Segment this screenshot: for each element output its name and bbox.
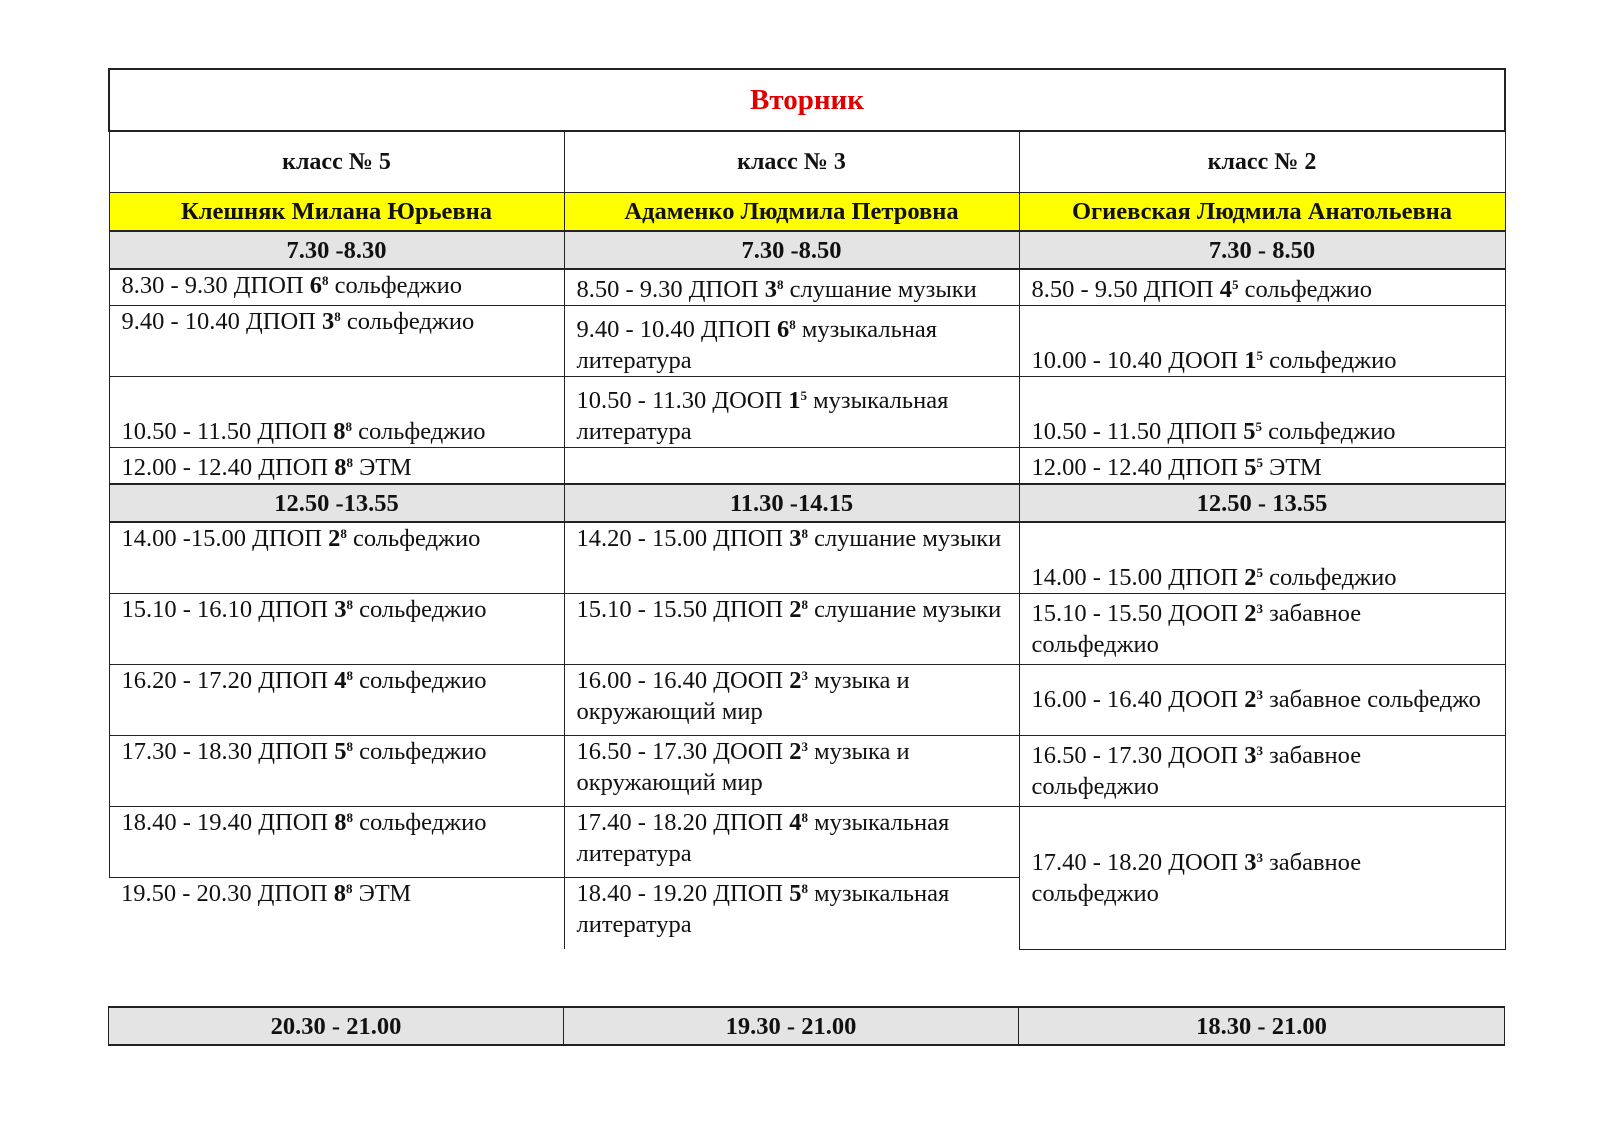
lesson-entry: 10.50 - 11.50 ДПОП $8^8$ сольфеджио xyxy=(109,376,564,447)
lesson-entry: 17.40 - 18.20 ДООП $3^3$ забавное сольфеджио xyxy=(1019,806,1505,949)
lesson-entry: 18.40 - 19.40 ДПОП $8^8$ сольфеджио xyxy=(109,806,564,877)
class-3-header: класс № 3 xyxy=(564,131,1019,193)
lesson-entry: 14.20 - 15.00 ДПОП $3^8$ слушание музыки xyxy=(564,522,1019,593)
lesson-entry: 9.40 - 10.40 ДПОП $6^8$ музыкальная литература xyxy=(564,305,1019,376)
lesson-entry: 10.50 - 11.50 ДПОП $5^5$ сольфеджио xyxy=(1019,376,1505,447)
lesson-entry: 12.00 - 12.40 ДПОП $5^5$ ЭТМ xyxy=(1019,447,1505,484)
time-band: 18.30 - 21.00 xyxy=(1019,1007,1505,1045)
lesson-entry: 12.00 - 12.40 ДПОП $8^8$ ЭТМ xyxy=(109,447,564,484)
teacher-name: Адаменко Людмила Петровна xyxy=(564,193,1019,232)
footer-table xyxy=(108,1006,1505,1046)
lesson-entry: 8.30 - 9.30 ДПОП $6^8$ сольфеджио xyxy=(109,269,564,305)
lesson-entry: 14.00 - 15.00 ДПОП $2^5$ сольфеджио xyxy=(1019,522,1505,593)
lesson-entry: 10.50 - 11.30 ДООП $1^5$ музыкальная литература xyxy=(564,376,1019,447)
time-band: 7.30 -8.50 xyxy=(564,231,1019,269)
evening-band xyxy=(108,1006,1504,1046)
teacher-name: Огиевская Людмила Анатольевна xyxy=(1019,193,1505,232)
lesson-entry: 8.50 - 9.50 ДПОП $4^5$ сольфеджио xyxy=(1019,269,1505,305)
schedule-table xyxy=(108,68,1506,950)
teacher-name: Клешняк Милана Юрьевна xyxy=(109,193,564,232)
time-band: 12.50 - 13.55 xyxy=(1019,484,1505,522)
lesson-entry: 8.50 - 9.30 ДПОП $3^8$ слушание музыки xyxy=(564,269,1019,305)
schedule-sheet xyxy=(108,68,1504,950)
lesson-entry: 19.50 - 20.30 ДПОП $8^8$ ЭТМ xyxy=(109,877,564,949)
lesson-entry: 9.40 - 10.40 ДПОП $3^8$ сольфеджио xyxy=(109,305,564,376)
time-band: 12.50 -13.55 xyxy=(109,484,564,522)
lesson-entry: 17.40 - 18.20 ДПОП $4^8$ музыкальная литература xyxy=(564,806,1019,877)
lesson-entry: 18.40 - 19.20 ДПОП $5^8$ музыкальная литература xyxy=(564,877,1019,949)
lesson-entry: 16.50 - 17.30 ДООП $2^3$ музыка и окружающий мир xyxy=(564,735,1019,806)
time-band: 11.30 -14.15 xyxy=(564,484,1019,522)
time-band: 20.30 - 21.00 xyxy=(109,1007,564,1045)
time-band: 19.30 - 21.00 xyxy=(564,1007,1019,1045)
class-2-header: класс № 2 xyxy=(1019,131,1505,193)
lesson-entry: 14.00 -15.00 ДПОП $2^8$ сольфеджио xyxy=(109,522,564,593)
lesson-entry: 15.10 - 16.10 ДПОП $3^8$ сольфеджио xyxy=(109,593,564,664)
lesson-entry: 15.10 - 15.50 ДПОП $2^8$ слушание музыки xyxy=(564,593,1019,664)
lesson-entry: 10.00 - 10.40 ДООП $1^5$ сольфеджио xyxy=(1019,305,1505,376)
day-title: Вторник xyxy=(109,69,1505,131)
time-band: 7.30 -8.30 xyxy=(109,231,564,269)
lesson-entry: 16.50 - 17.30 ДООП $3^3$ забавное сольфеджио xyxy=(1019,735,1505,806)
class-5-header: класс № 5 xyxy=(109,131,564,193)
lesson-entry: 17.30 - 18.30 ДПОП $5^8$ сольфеджио xyxy=(109,735,564,806)
empty-cell xyxy=(564,447,1019,484)
lesson-entry: 16.00 - 16.40 ДООП $2^3$ забавное сольфеджо xyxy=(1019,664,1505,735)
lesson-entry: 15.10 - 15.50 ДООП $2^3$ забавное сольфеджио xyxy=(1019,593,1505,664)
time-band: 7.30 - 8.50 xyxy=(1019,231,1505,269)
lesson-entry: 16.00 - 16.40 ДООП $2^3$ музыка и окружающий мир xyxy=(564,664,1019,735)
lesson-entry: 16.20 - 17.20 ДПОП $4^8$ сольфеджио xyxy=(109,664,564,735)
